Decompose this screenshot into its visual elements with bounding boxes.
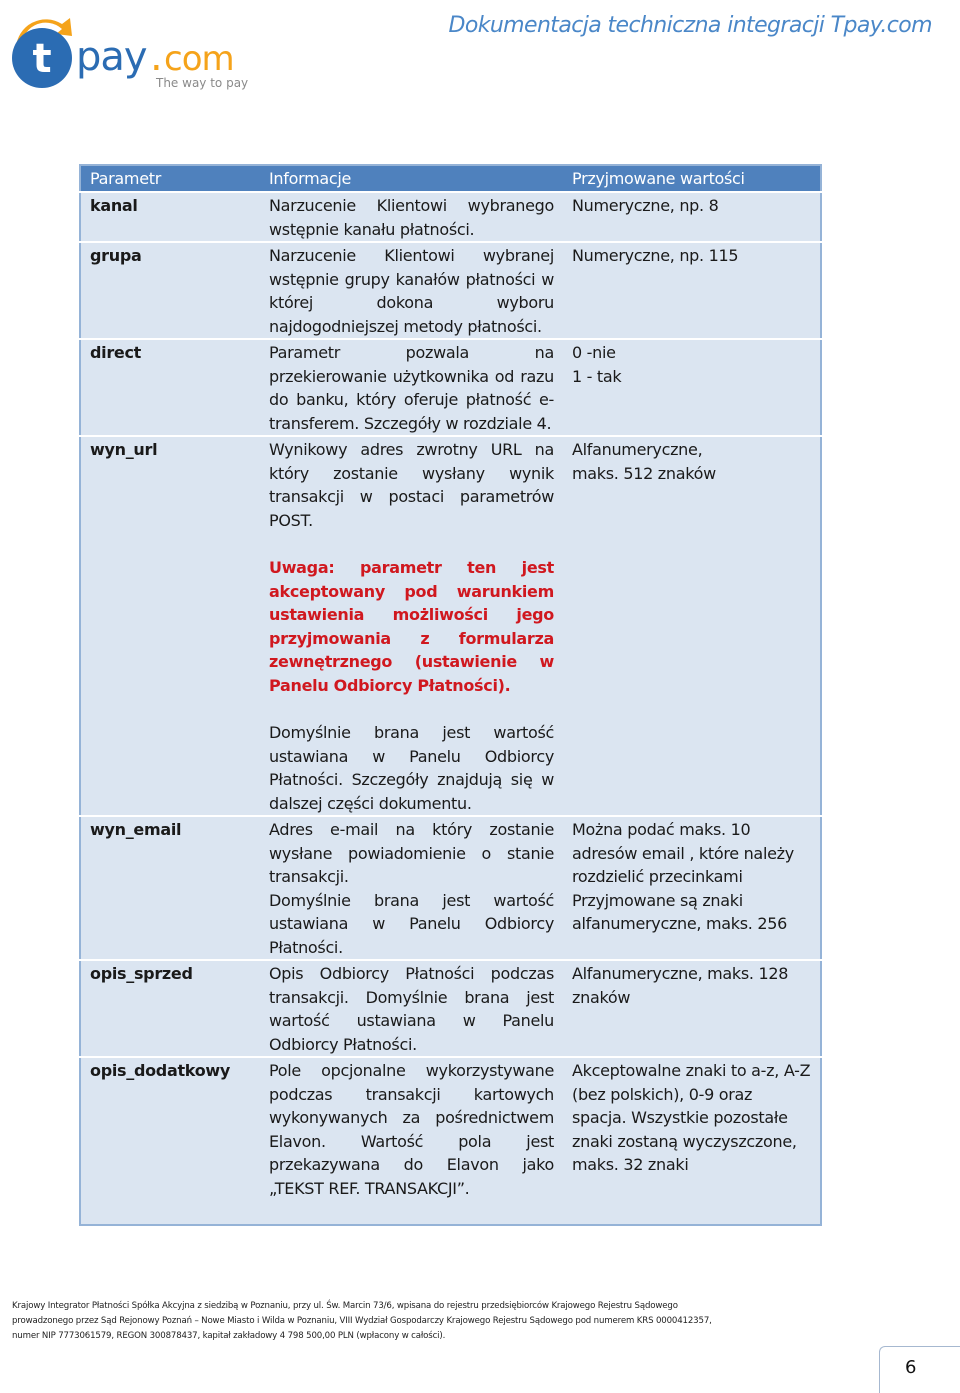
- value-line: Alfanumeryczne,: [572, 440, 703, 459]
- table-row: [80, 242, 821, 339]
- svg-text:pay: pay: [76, 34, 147, 80]
- value-line: 0 -nie: [572, 343, 616, 362]
- param-info: Parametr pozwala na przekierowanie użytkownika od razu do banku, który oferuje płatność e-transferem. Szczegóły w rozdziale 4.: [260, 339, 563, 436]
- param-info: Pole opcjonalne wykorzystywane podczas transakcji kartowych wykonywanych za pośrednictwem Elavon. Wartość pola jest przekazywana do Elavon jako „TEKST REF. TRANSAKCJI”.: [260, 1057, 563, 1225]
- param-info: Opis Odbiorcy Płatności podczas transakcji. Domyślnie brana jest wartość ustawiana w Panelu Odbiorcy Płatności.: [260, 960, 563, 1057]
- column-header-informacje: Informacje: [260, 165, 563, 192]
- param-info: [260, 816, 563, 960]
- tpay-logo: [4, 10, 254, 94]
- param-name: opis_dodatkowy: [80, 1057, 260, 1225]
- page-number-frame: [879, 1346, 960, 1393]
- param-name: kanal: [80, 192, 260, 242]
- table-row: [80, 1057, 821, 1225]
- param-info: Narzucenie Klientowi wybranej wstępnie grupy kanałów płatności w której dokona wyboru najdogodniejszej metody płatności.: [260, 242, 563, 339]
- param-value: Numeryczne, np. 115: [563, 242, 821, 339]
- column-header-przyjmowane-wartosci: Przyjmowane wartości: [563, 165, 821, 192]
- table-row: [80, 192, 821, 242]
- page-number: 6: [905, 1357, 917, 1378]
- param-value: [563, 436, 821, 816]
- info-text-default: Domyślnie brana jest wartość ustawiana w Panelu Odbiorcy Płatności. Szczegóły znajdują się w dalszej części dokumentu.: [269, 723, 554, 813]
- table-row: [80, 960, 821, 1057]
- svg-text:The way to pay: The way to pay: [156, 76, 249, 90]
- table-row: [80, 816, 821, 960]
- svg-text:com: com: [164, 39, 234, 79]
- footer-line: numer NIP 7773061579, REGON 300878437, kapitał zakładowy 4 798 500,00 PLN (wpłacony w całości).: [12, 1331, 446, 1341]
- warning-note: Uwaga: parametr ten jest akceptowany pod warunkiem ustawienia możliwości jego przyjmowania z formularza zewnętrznego (ustawienie w Panelu Odbiorcy Płatności).: [269, 558, 554, 695]
- footer-line: Krajowy Integrator Płatności Spółka Akcyjna z siedzibą w Poznaniu, przy ul. Św. Marcin 73/6, wpisana do rejestru przedsiębiorców Krajowego Rejestru Sądowego: [12, 1301, 678, 1311]
- param-name: direct: [80, 339, 260, 436]
- company-footer: [12, 1299, 732, 1344]
- param-name: wyn_url: [80, 436, 260, 816]
- param-value: Numeryczne, np. 8: [563, 192, 821, 242]
- column-header-parametr: Parametr: [80, 165, 260, 192]
- info-text: Wynikowy adres zwrotny URL na który zostanie wysłany wynik transakcji w postaci parametrów POST.: [269, 440, 554, 530]
- param-info: Narzucenie Klientowi wybranego wstępnie kanału płatności.: [260, 192, 563, 242]
- value-line: 1 - tak: [572, 366, 622, 386]
- param-value: Alfanumeryczne, maks. 128 znaków: [563, 960, 821, 1057]
- param-value: Akceptowalne znaki to a-z, A-Z (bez polskich), 0-9 oraz spacja. Wszystkie pozostałe znaki zostaną wyczyszczone, maks. 32 znaki: [563, 1057, 821, 1225]
- param-value: [563, 339, 821, 436]
- value-line: Przyjmowane są znaki alfanumeryczne, maks. 256: [572, 890, 788, 933]
- param-value: [563, 816, 821, 960]
- param-name: wyn_email: [80, 816, 260, 960]
- table-row: [80, 339, 821, 436]
- param-info: [260, 436, 563, 816]
- svg-text:t: t: [32, 36, 52, 82]
- table-header-row: [80, 165, 821, 192]
- footer-line: prowadzonego przez Sąd Rejonowy Poznań – Nowe Miasto i Wilda w Poznaniu, VIII Wydział Gospodarczy Krajowego Rejestru Sądowego pod numerem KRS 0000412357,: [12, 1316, 712, 1326]
- param-name: opis_sprzed: [80, 960, 260, 1057]
- info-text-default: Domyślnie brana jest wartość ustawiana w Panelu Odbiorcy Płatności.: [269, 890, 554, 957]
- info-text: Adres e-mail na który zostanie wysłane powiadomienie o stanie transakcji.: [269, 820, 554, 886]
- svg-text:.: .: [150, 34, 163, 80]
- value-line: Można podać maks. 10 adresów email , które należy rozdzielić przecinkami: [572, 820, 794, 886]
- parameters-table: [79, 164, 822, 1226]
- table-row: [80, 436, 821, 816]
- document-title: Dokumentacja techniczna integracji Tpay.com: [448, 13, 932, 38]
- param-name: grupa: [80, 242, 260, 339]
- value-line: maks. 512 znaków: [572, 463, 716, 483]
